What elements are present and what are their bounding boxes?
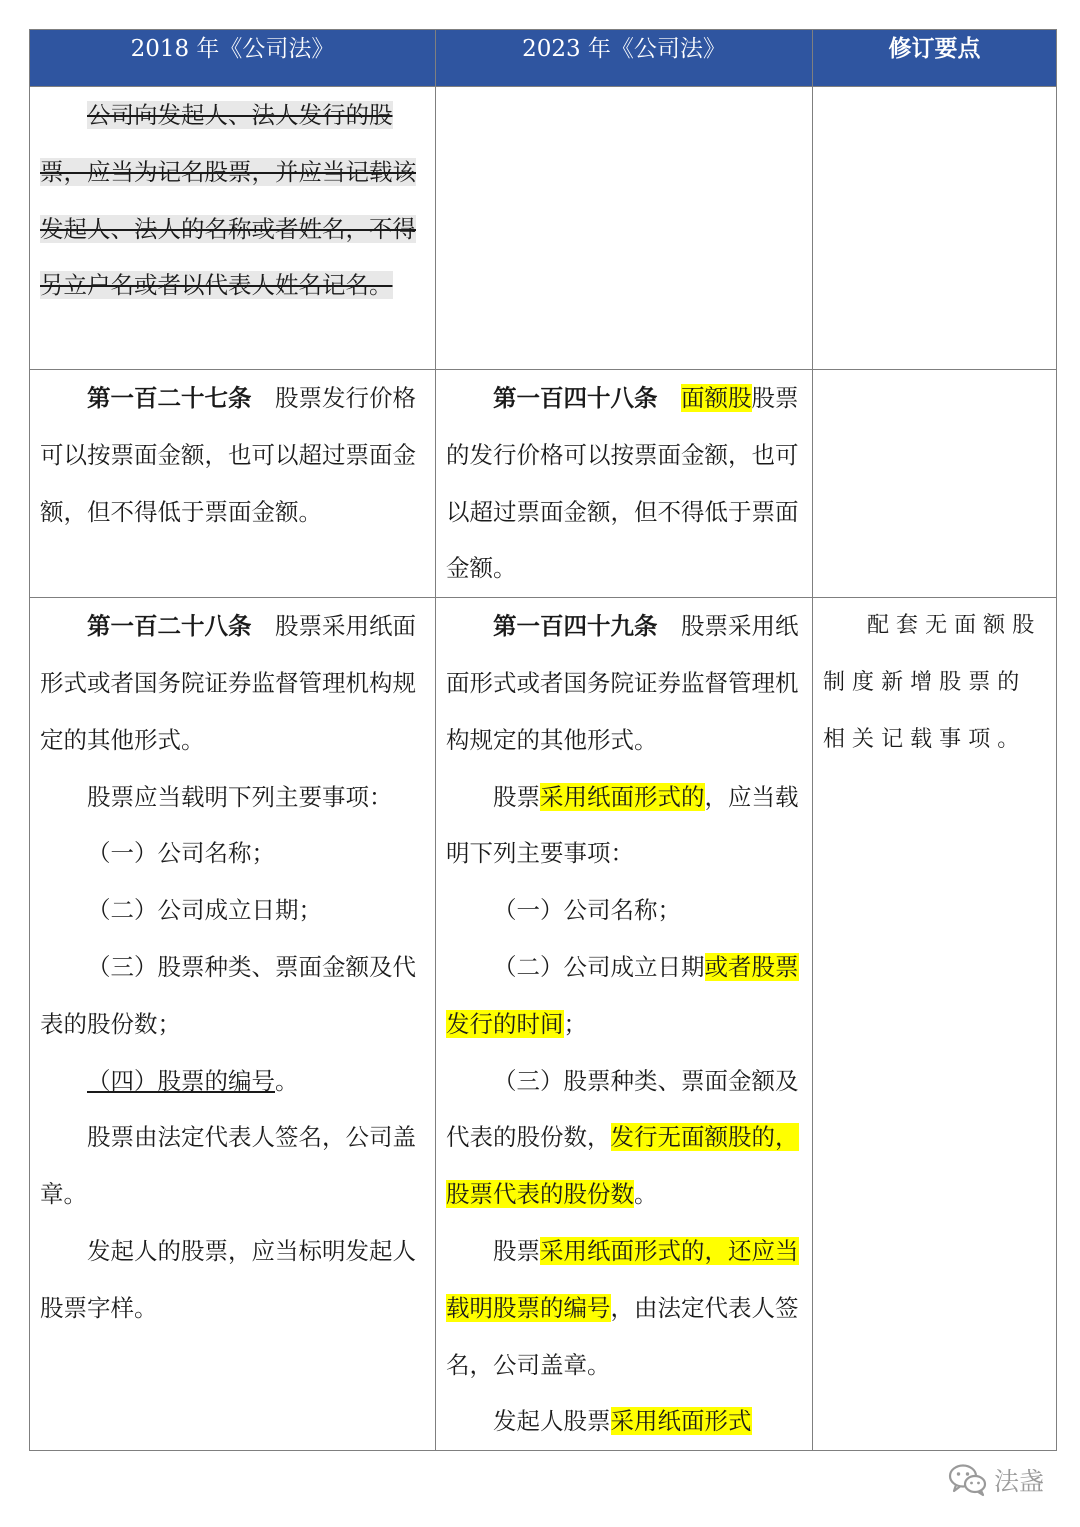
row3-old-p2: 股票应当载明下列主要事项： xyxy=(87,782,393,811)
header-revision-points: 修订要点 xyxy=(813,30,1057,87)
highlighted-text: 采用纸面形式 xyxy=(610,1407,752,1436)
deleted-text: 公司向发起人、法人发行的股票，应当为记名股票，并应当记载该发起人、法人的名称或者姓名，不得另立户名或者以代表人姓名记名。 xyxy=(40,101,416,300)
article-number: 第一百四十八条 xyxy=(493,384,658,412)
row3-old-p4: 发起人的股票，应当标明发起人股票字样。 xyxy=(40,1236,416,1322)
row3-new-p4: 发起人股票采用纸面形式 xyxy=(493,1407,752,1436)
watermark-text: 法盏 xyxy=(994,1467,1045,1496)
table-row xyxy=(30,87,1057,370)
row1-old-cell xyxy=(30,87,436,370)
row3-new-cell xyxy=(436,598,813,1451)
comparison-table xyxy=(29,29,1057,1451)
row1-old-text xyxy=(40,87,426,314)
article-number: 第一百二十八条 xyxy=(87,612,252,641)
row2-note-cell xyxy=(813,370,1057,598)
row2-new-paragraph xyxy=(446,370,803,597)
watermark xyxy=(948,1462,1044,1498)
table-row xyxy=(30,370,1057,598)
row2-old-cell xyxy=(30,370,436,598)
row1-new-cell xyxy=(436,87,813,370)
highlighted-text: 采用纸面形式的，还应当载明股票的编号 xyxy=(446,1236,799,1322)
row3-old-p3: 股票由法定代表人签名，公司盖章。 xyxy=(40,1123,416,1209)
row3-note-cell xyxy=(813,598,1057,1451)
row2-old-paragraph xyxy=(40,370,426,540)
row3-new-p3: 股票采用纸面形式的，还应当载明股票的编号，由法定代表人签名，公司盖章。 xyxy=(446,1236,799,1379)
article-number: 第一百四十九条 xyxy=(493,612,658,641)
row1-note-cell xyxy=(813,87,1057,370)
row3-new-item3: （三）股票种类、票面金额及代表的股份数，发行无面额股的，股票代表的股份数。 xyxy=(446,1066,799,1209)
row3-old-p1: 第一百二十八条 股票采用纸面形式或者国务院证券监督管理机构规定的其他形式。 xyxy=(40,612,416,754)
highlighted-text: 面额股 xyxy=(681,384,752,412)
revision-note: 配套无面额股制度新增股票的相关记载事项。 xyxy=(823,613,1042,752)
article-number: 第一百二十七条 xyxy=(87,384,252,412)
row3-old-item2: （二）公司成立日期； xyxy=(87,896,322,925)
header-row xyxy=(30,30,1057,87)
row3-new-p1: 第一百四十九条 股票采用纸面形式或者国务院证券监督管理机构规定的其他形式。 xyxy=(446,612,799,754)
article-text: 股票发行价格可以按票面金额，也可以超过票面金额，但不得低于票面金额。 xyxy=(40,384,416,526)
highlighted-text: 或者股票发行的时间 xyxy=(446,952,799,1038)
header-2023: 2023 年《公司法》 xyxy=(436,30,813,87)
row3-old-item3: （三）股票种类、票面金额及代表的股份数； xyxy=(40,952,416,1038)
row3-new-p2: 股票采用纸面形式的，应当载明下列主要事项： xyxy=(446,782,799,868)
header-2018: 2018 年《公司法》 xyxy=(30,30,436,87)
row3-old-item1: （一）公司名称； xyxy=(87,839,275,868)
highlighted-text: 发行无面额股的，股票代表的股份数 xyxy=(446,1123,799,1209)
highlighted-text: 采用纸面形式的 xyxy=(540,782,705,811)
row3-old-item4: （四）股票的编号。 xyxy=(87,1066,299,1095)
underlined-text: （四）股票的编号 xyxy=(87,1066,275,1095)
article-text: 股票的发行价格可以按票面金额，也可以超过票面金额，但不得低于票面金额。 xyxy=(446,384,799,583)
table-row xyxy=(30,598,1057,1451)
wechat-icon xyxy=(948,1463,988,1497)
row3-new-item2: （二）公司成立日期或者股票发行的时间； xyxy=(446,952,799,1038)
row2-new-cell xyxy=(436,370,813,598)
row3-new-item1: （一）公司名称； xyxy=(493,896,681,925)
row3-old-cell xyxy=(30,598,436,1451)
